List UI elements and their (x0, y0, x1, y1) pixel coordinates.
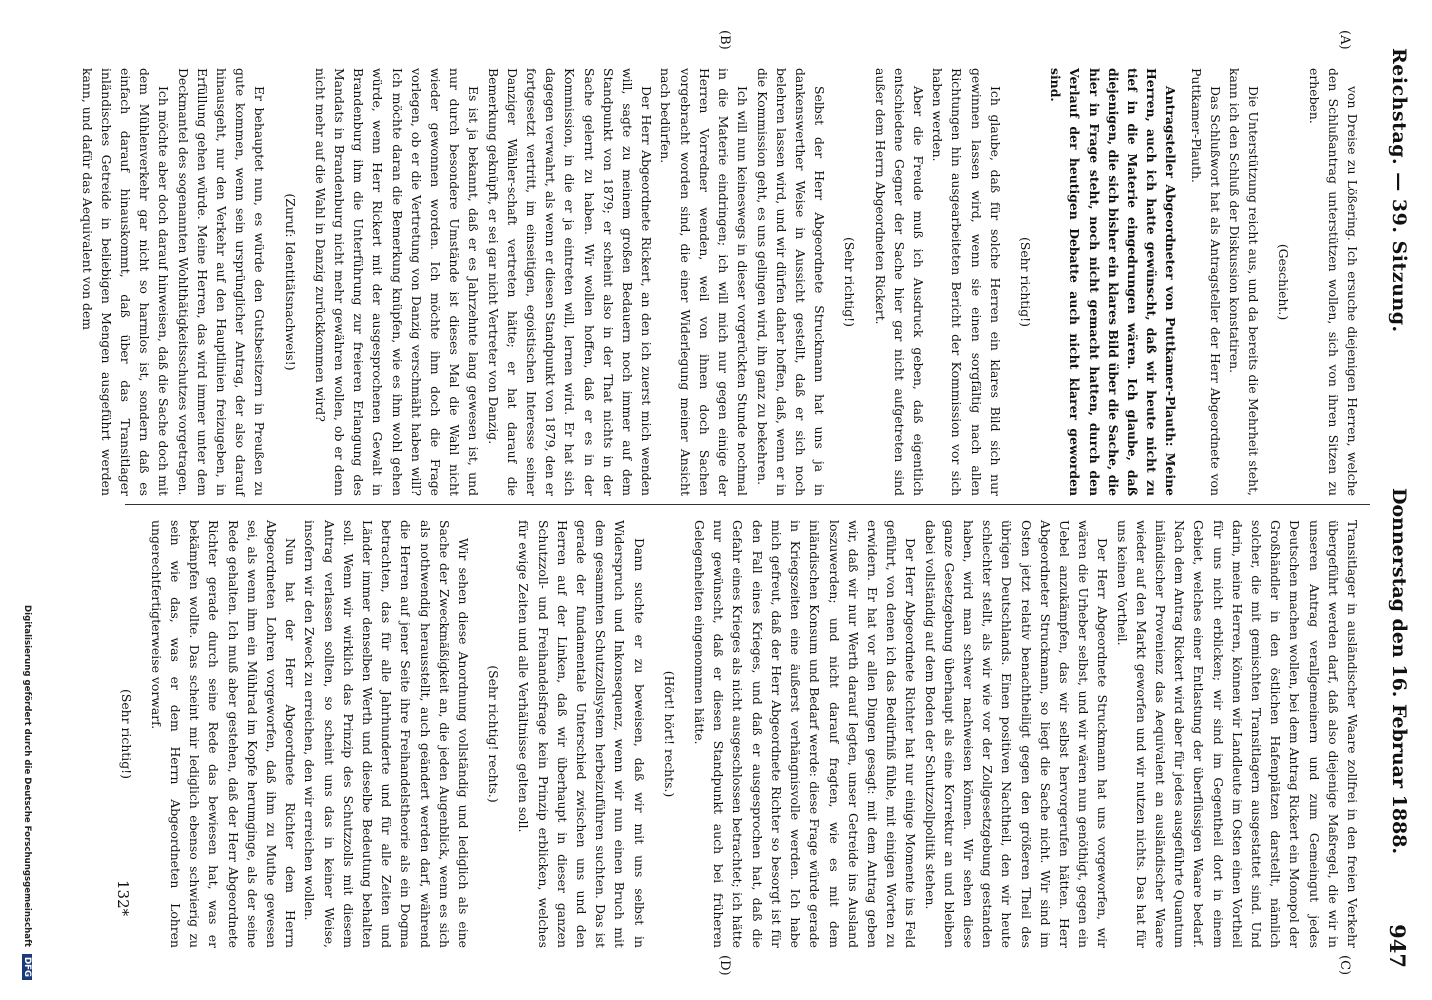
header-date: Donnerstag den 16. Februar 1888. (1388, 488, 1410, 855)
paragraph: Nun hat der Herr Abgeordnete Richter dem Herrn Abgeordneten Lohren vorgeworfen, daß ihm zu Muthe gewesen sei, als wenn ihm ein Mühlrad im Kopfe herumginge, als der seine Rede gehalten. Ich muß aber gestehen, daß der Herr Abgeordnete Richter gerade durch seine Rede das bewiesen hat, was er bekämpfen wollte. Das scheint mir lediglich ebenso schwierig zu sein wie das, was er dem Herrn Abgeordneten Lohren ungerechtfertigterweise vorwarf. (148, 520, 299, 948)
interjection: (Zuruf: Identitätsnachweis!) (282, 193, 298, 371)
running-head (1382, 48, 1418, 968)
digitization-note: Digitalisierung gefördert durch die Deutsche Forschungsgemeinschaft (22, 605, 32, 947)
speaker-paragraph: Antragsteller Abgeordneter von Puttkamer-Plauth: Meine Herren, auch ich hatte gewünscht, daß wir heute nicht zu tief in die Materie eingedrungen wären. Ich glaube, daß diejenigen, die sich bisher ein klares Bild über die Sache, die hier in Frage steht, noch nicht gemacht hatten, durch den Verlauf der heutigen Debatte auch nicht klarer geworden sind. (1048, 68, 1179, 496)
interjection: (Sehr richtig!) (118, 689, 134, 779)
interjection: (Hört! hört! rechts.) (661, 670, 677, 798)
interjection: (Sehr richtig! rechts.) (486, 665, 502, 803)
paragraph: Die Unterstützung reicht aus, und da bereits die Mehrheit steht, kann ich den Schluß der Diskussion konstatiren. (1226, 68, 1262, 496)
signature-mark: 132* (114, 880, 132, 917)
paragraph: Aber die Freude muß ich Ausdruck geben, daß eigentlich entschiedene Gegner der Sache hier gar nicht aufgetreten sind außer dem Herrn Abgeordneten Rickert. (872, 68, 926, 496)
paragraph: Der Herr Abgeordnete Struckmann hat uns vorgeworfen, wir wären die Urheber selbst, und wir wären nun genöthigt, gegen ein Uebel anzukämpfen, das wir selbst hervorgerufen hätten. Herr Abgeordneter Struckmann, so liegt die Sache nicht. Wir sind im Osten jetzt relativ benachtheiligt gegen den größeren Theil des übrigen Deutschlands. Einen positiven Nachtheil, den wir heute schlechter stellt, als wir wie vor der Zollgesetzgebung gestanden haben, wird man schwer nachweisen können. Wir sehen diese ganze Gesetzgebung überhaupt als eine Korrektur an und bleiben dabei vollständig auf dem Boden der Schutzzollpolitik stehen. (922, 520, 1111, 948)
margin-marker-d: (D) (717, 955, 732, 976)
interjection: (Sehr richtig!) (842, 237, 858, 327)
paragraph: Transitlager in ausländischer Waare zollfrei in den freien Verkehr übergeführt werden darf, daß also diejenige Maßregel, die wir in unseren Antrag verallgemeinern und zum Gemeingut jedes Deutschen machen wollen, bei dem Antrag Rickert ein Monopol der Großhändler in den östlichen Hafenplätzen darstellt, nämlich solcher, die mit gemischten Transitlagern ausgestattet sind. Und darin, meine Herren, können wir Landleute im Osten einen Vortheil für uns nicht erblicken; wir sind im Gegentheil dort in einem Gebiet, welches einer Entlastung der überflüssigen Waare bedarf. Nach dem Antrag Rickert wird aber für jedes ausgeführte Quantum inländischer Provenienz das Aequivalent an ausländischer Waare wieder auf den Markt geworfen und wir nutzen nichts. Das hat für uns keinen Vortheil. (1114, 520, 1360, 948)
paragraph: Der Herr Abgeordnete Rickert, an den ich zuerst mich wenden will, sagte zu meinem großen Bedauern noch immer auf dem Standpunkt von 1879; er scheint also in der That nichts in der Sache gelernt zu haben. Wir wollen hoffen, daß er es in der Kommission, in die er ja eintreten will, lernen wird. Er hat sich dagegen verwahrt, als wenn er diesen Standpunkt von 1879, den er fortgesetzt vertritt, im einseitigen, egoistischen Interesse seiner Danziger Wähler-schaft vertreten hätte; er hat darauf die Bemerkung geknüpft, er sei gar nicht Vertreter von Danzig. (485, 68, 655, 496)
margin-marker-b: (B) (717, 30, 732, 50)
interjection: (Sehr richtig!) (1017, 237, 1033, 327)
page-number: 947 (1385, 924, 1410, 968)
digitization-footer (22, 20, 32, 980)
paragraph: Ich möchte aber doch darauf hinweisen, daß die Sache doch mit dem Mühlenverkehr gar nicht so harmlos ist, sondern daß es einfach darauf hinauskommt, daß über das Transitlager inländisches Getreide in beliebigen Mengen ausgeführt werden kann, und dafür das Aequivalent von dem (79, 68, 172, 496)
paragraph: Ich will nun keineswegs in dieser vorgerückten Stunde nochmal in die Materie eindringen; ich will mich nur gegen einige der Herren Vorredner wenden, weil von ihnen doch Sachen vorgebracht worden sind, die einer Widerlegung meiner Ansicht nach bedürfen. (658, 68, 751, 496)
paragraph: Der Herr Abgeordnete Richter hat nur einige Momente ins Feld geführt, von denen ich das Bedürfniß fühle, mit einigen Worten zu erwidern. Er hat vor allen Dingen gesagt: mit dem Antrag geben wir, daß wir nur Werth darauf legten, unser Getreide ins Ausland loszuwerden; und nicht darauf fragten, wie es mit dem inländischen Konsum und Bedarf werde: diese Frage würde gerade in Kriegszeiten eine äußerst verhängnisvolle werden. Ich habe mich gefreut, daß der Herr Abgeordnete Richter so besorgt ist für den Fall eines Krieges, und daß er ausgesprochen hat, daß die Gefahr eines Krieges als nicht ausgeschlossen betrachtet; ich hätte nur gewünscht, daß er diesen Standpunkt auch bei früheren Gelegenheiten eingenommen hätte. (692, 520, 919, 948)
header-session: Reichstag. — 39. Sitzung. (1388, 48, 1410, 333)
paragraph: Dann suchte er zu beweisen, daß wir mit uns selbst in Widerspruch und Inkonsequenz, wenn wir nun einen Bruch mit dem gesammten Schutzzollsystem herbeizuführen suchten. Das ist gerade der fundamentale Unterschied zwischen uns und den Herren auf der Linken, daß wir überhaupt in dieser ganzen Schutzzoll- und Freihandelsfrage kein Prinzip erblicken, welches für ewige Zeiten und alle Verhältnisse gelten soll. (516, 520, 647, 948)
margin-marker-a: (A) (1337, 30, 1352, 50)
paragraph: Er behauptet nun, es würde den Gutsbesitzern in Preußen zu gute kommen, wenn sein ursprünglicher Antrag, der also darauf hinausgeht, nur den Verkehr auf den Hauptlinien freizugeben, in Erfüllung gehen würde. Meine Herren, das wird immer unter dem Deckmantel des sogenannten Wohlthätigkeitsschutzes vorgetragen. (175, 68, 268, 496)
paragraph: Es ist ja bekannt, daß er es Jahrzehnte lang gewesen ist, und nur durch besondere Umstände ist dieses Mal die Wahl nicht wieder gewonnen worden. Ich möchte ihm doch die Frage vorlegen, ob er die Vertretung von Danzig verschmäht haben will? Ich möchte daran die Bemerkung knüpfen, wie es ihm wohl gehen würde, wenn Herr Rickert mit der ausgesprochenen Gewalt in Brandenburg ihm die Unterführung zur freieren Erlangung des Mandats in Brandenburg nicht mehr gewähren wollen, ob er denn nicht mehr auf die Wahl in Danzig zurückkommen wird? (312, 68, 482, 496)
paragraph: von Dreise zu Lößering. Ich ersuche diejenigen Herren, welche den Schlußantrag unterstützen wollen, sich von ihren Sitzen zu erheben. (1306, 68, 1360, 496)
margin-marker-c: (C) (1337, 955, 1352, 976)
interjection: (Geschieht.) (1276, 243, 1292, 321)
paragraph: Ich glaube, daß für solche Herren ein klares Bild sich nur gewinnen lassen wird, wenn sie einen sorgfältig nach allen Richtungen hin ausgearbeiteten Bericht der Kommission vor sich haben werden. (930, 68, 1003, 496)
paragraph: Selbst der Herr Abgeordnete Struckmann hat uns ja in dankenswerther Weise in Aussicht gestellt, daß er sich noch belehren lassen wird, und wir dürfen daher hoffen, daß, wenn er in die Kommission geht, es uns gelingen wird, ihn ganz zu bekehren. (754, 68, 828, 496)
left-column (79, 68, 1362, 496)
dfg-logo: DFG (22, 954, 32, 980)
paragraph: Das Schlußwort hat als Antragsteller der Herr Abgeordnete von Puttkamer-Plauth. (1188, 68, 1223, 496)
paragraph: Wir sehen diese Anordnung vollständig und lediglich als eine Sache der Zweckmäßigkeit an, die jeden Augenblick, wenn es sich als nothwendig herausstellt, auch geändert werden darf, während die Herren auf jener Seite ihre Freihandelstheorie als ein Dogma betrachten, das für alle Jahrhunderte und für alle Zeiten und Länder immer denselben Werth und dieselbe Bedeutung behalten soll. Wenn wir wirklich das Prinzip des Schutzzolls mit diesem Antrag verlassen sollten, so scheint uns das in keiner Weise, insofern wir den Zweck zu erreichen, den wir erreichen wollen. (302, 520, 472, 948)
column-divider (125, 504, 1370, 505)
